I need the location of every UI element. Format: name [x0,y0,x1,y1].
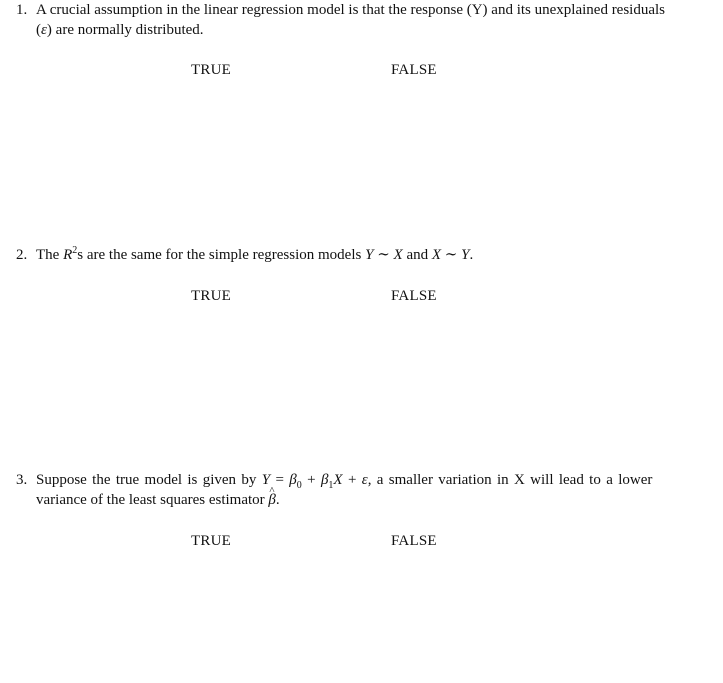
question-1-text: A crucial assumption in the linear regression model is that the response (Y) and its unexplained residuals [36,2,666,18]
question-2-text: The $R^2s$ are the same for the simple regression models Y ∼ X and X ∼ Y. [36,245,474,263]
question-3-text: Suppose the true model is given by $Y = \beta_0 + \beta_1X + \varepsilon$, a smaller variation in X will lead to a lower [36,472,653,491]
question-2-true-option[interactable]: TRUE [191,288,231,304]
question-2-false-option[interactable]: FALSE [391,288,437,304]
question-1 [16,0,706,40]
question-1-false-option[interactable]: FALSE [391,62,437,78]
question-2-line-1 [16,245,706,265]
question-3-false-option[interactable]: FALSE [391,533,437,549]
question-2-number: 2. [16,247,28,263]
question-3 [16,470,706,510]
question-3-line-2: variance of the least squares estimator ^ β. [16,490,706,510]
question-3-true-option[interactable]: TRUE [191,533,231,549]
beta-hat-symbol: ^ β [268,490,275,510]
question-3-line-1 [16,470,706,490]
question-1-line-1 [16,0,706,20]
question-2 [16,245,706,265]
question-3-number: 3. [16,472,28,488]
question-1-number: 1. [16,2,28,18]
question-1-true-option[interactable]: TRUE [191,62,231,78]
question-1-line-2: (ε) are normally distributed. [36,22,204,38]
epsilon-symbol: ε [41,22,47,38]
